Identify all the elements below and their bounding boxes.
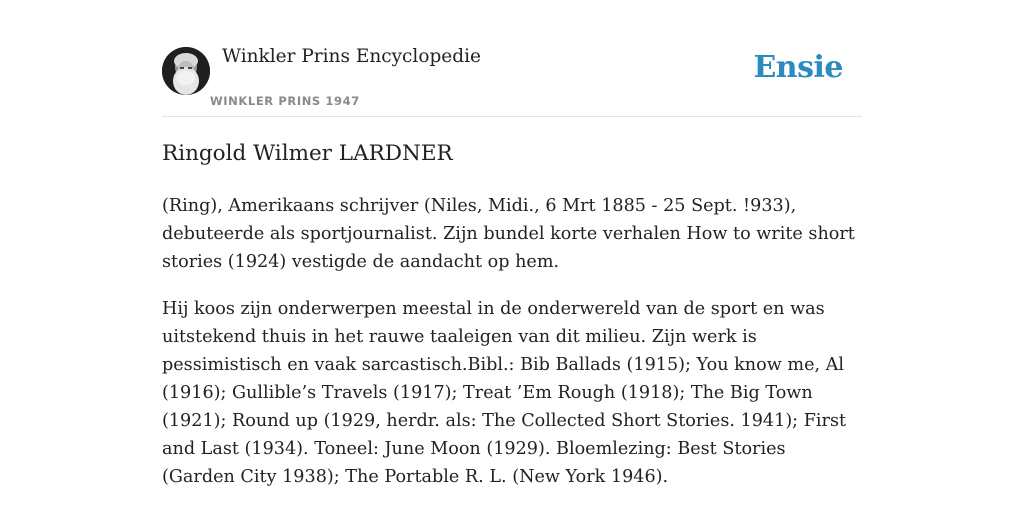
source-header (162, 0, 862, 117)
brand-logo[interactable]: Ensie (753, 50, 843, 85)
article-title: Ringold Wilmer LARDNER (162, 141, 453, 166)
article-paragraph: (Ring), Amerikaans schrijver (Niles, Midi., 6 Mrt 1885 - 25 Sept. !933), debuteerde als sportjournalist. Zijn bundel korte verhalen How to write short stories (1924) vestigde de aandacht op hem. (162, 196, 855, 272)
source-title[interactable]: Winkler Prins Encyclopedie (222, 46, 481, 67)
page (162, 0, 862, 487)
source-edition[interactable]: WINKLER PRINS 1947 (210, 94, 360, 108)
article-paragraph: Hij koos zijn onderwerpen meestal in de onderwereld van de sport en was uitstekend thuis in het rauwe taaleigen van dit milieu. Zijn werk is pessimistisch en vaak sarcastisch.Bibl.: Bib Ballads (1915); You know me, Al (1916); Gullible’s Travels (1917); Treat ’Em Rough (1918); The Big Town (1921); Round up (1929, herdr. als: The Collected Short Stories. 1941); First and Last (1934). Toneel: June Moon (1929). Bloemlezing: Best Stories (Garden City 1938); The Portable R. L. (New York 1946). (162, 299, 847, 487)
bearded-man-portrait-icon[interactable] (162, 47, 210, 95)
